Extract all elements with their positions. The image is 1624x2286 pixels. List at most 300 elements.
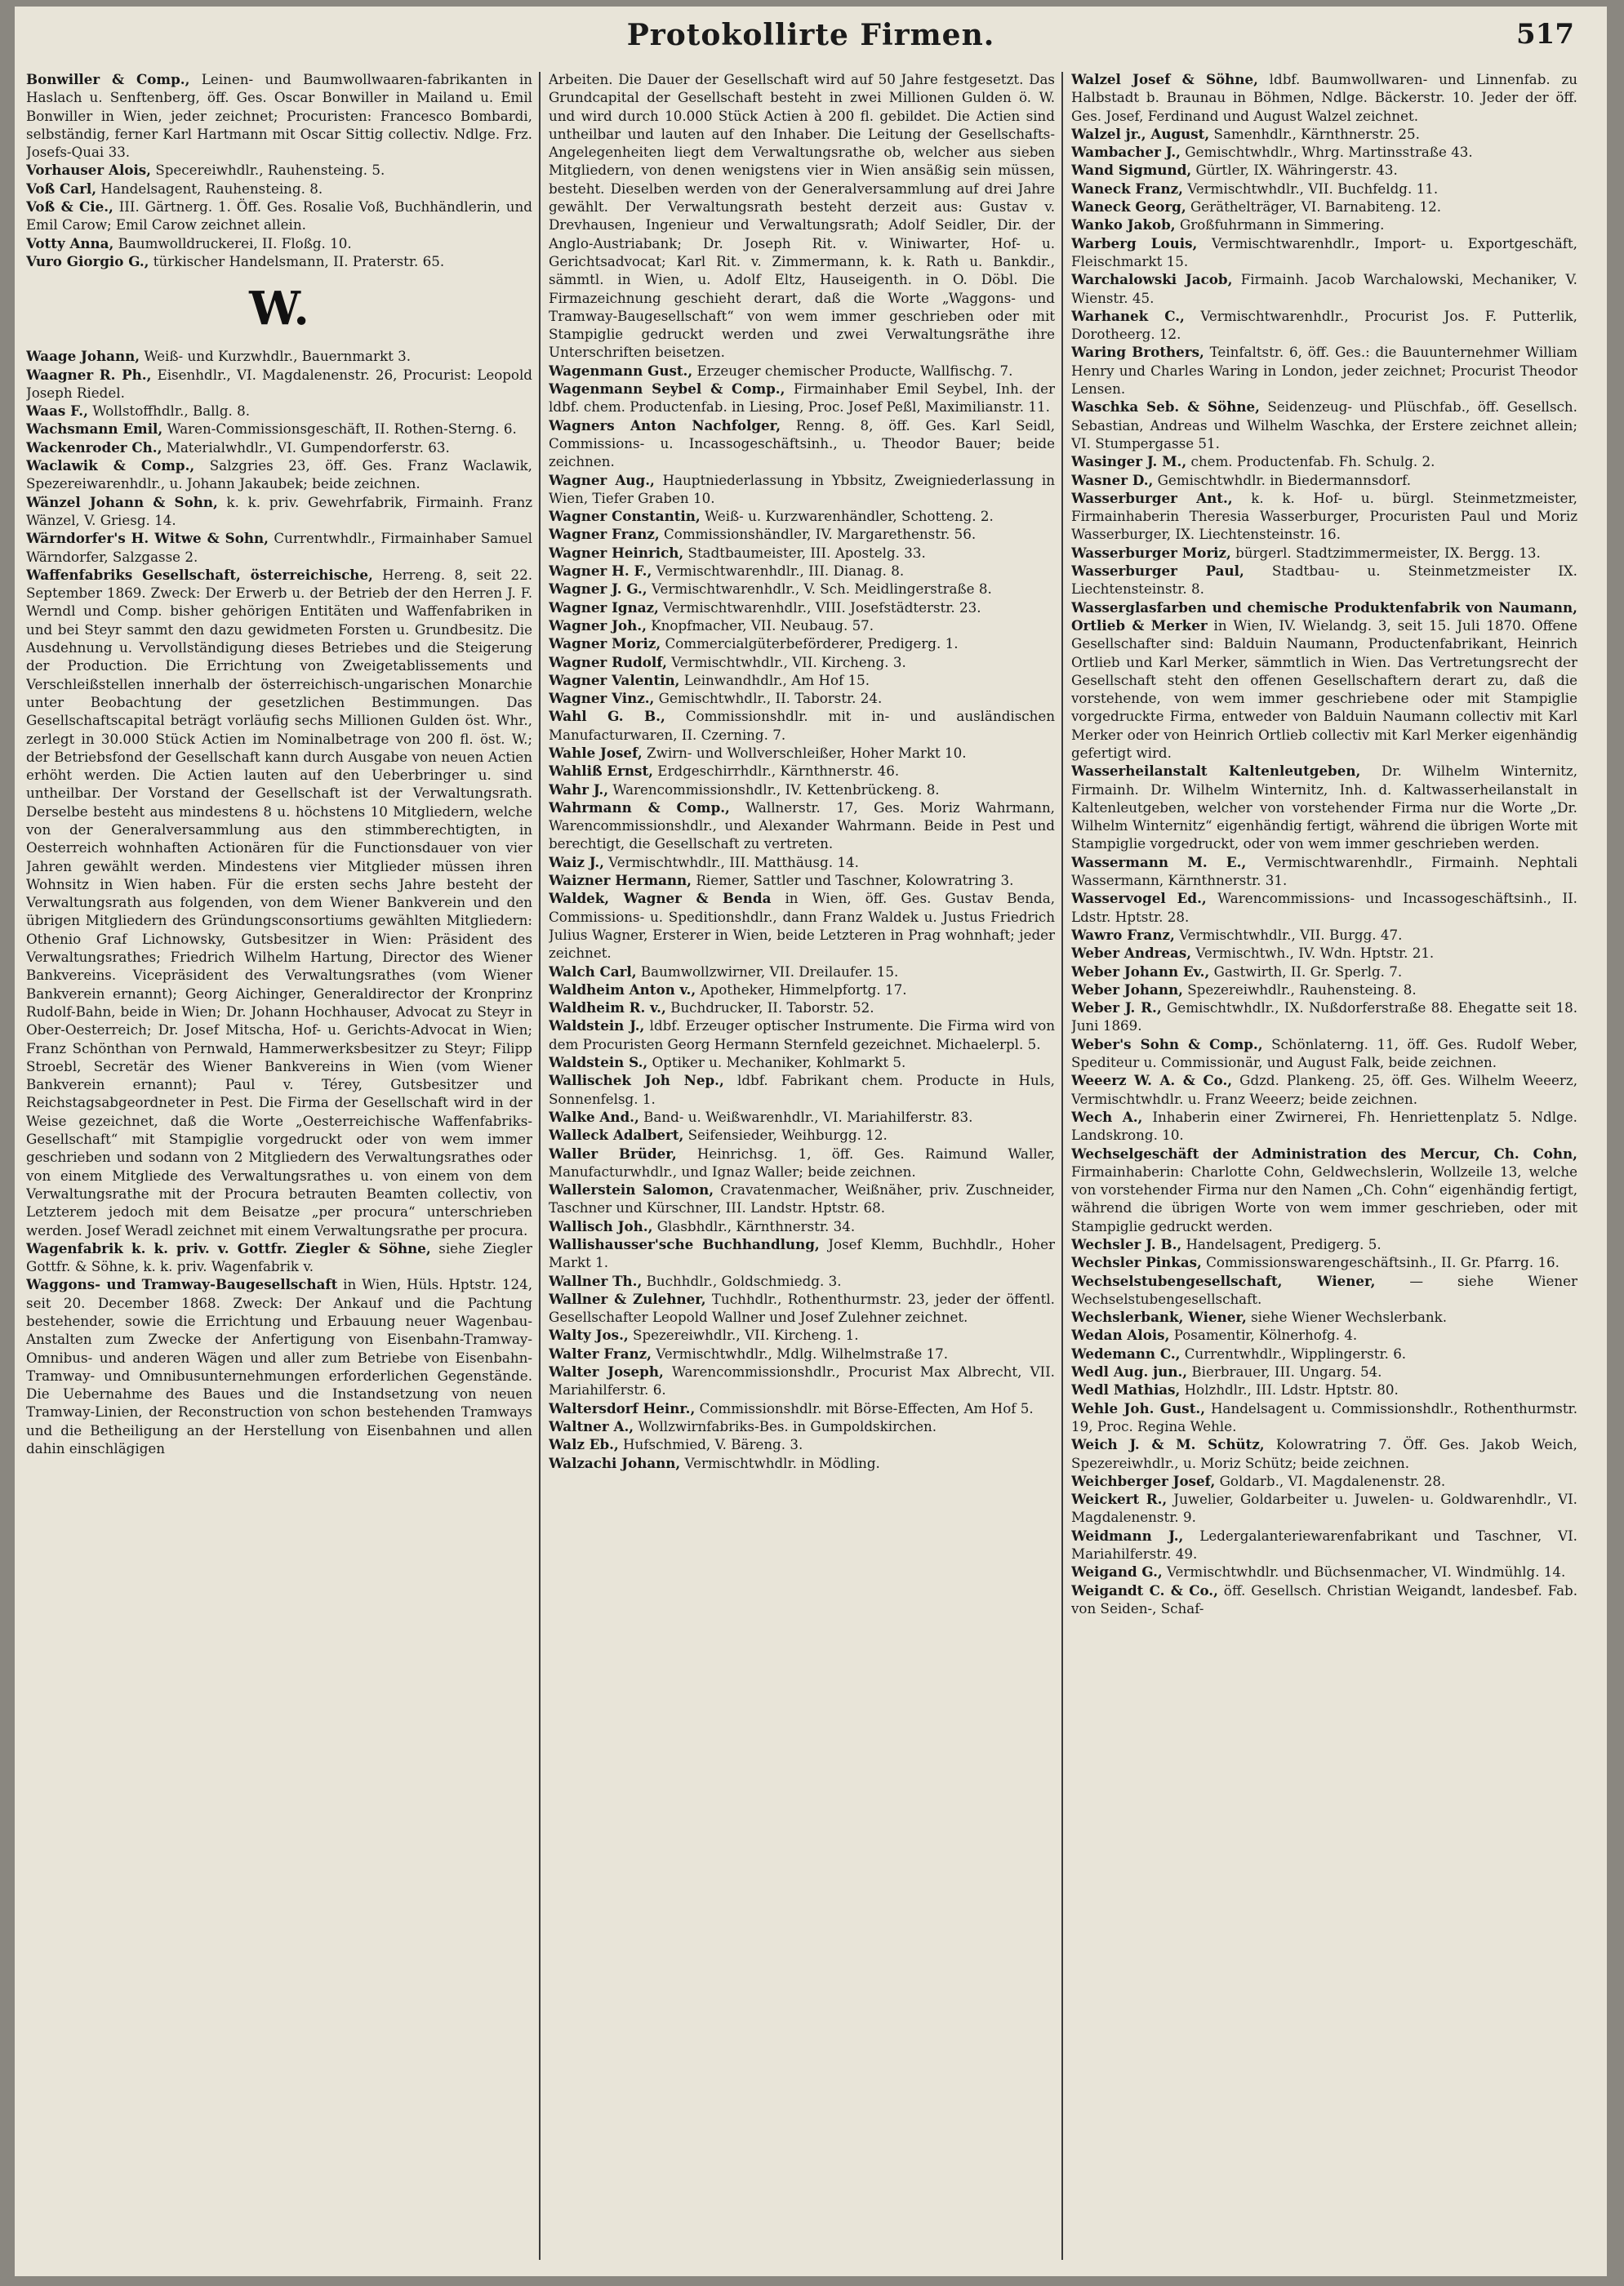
firm-name: Wagner Ignaz,: [549, 598, 659, 616]
firm-details: Buchhdlr., Goldschmiedg. 3.: [646, 1272, 842, 1289]
directory-entry: [549, 1326, 1055, 1344]
firm-details: Materialwhdlr., VI. Gumpendorferstr. 63.: [166, 438, 450, 456]
directory-entry: [1071, 998, 1577, 1035]
directory-entry: [1071, 926, 1577, 944]
firm-details: Weiß- u. Kurzwarenhändler, Schotteng. 2.: [705, 508, 994, 525]
firm-details: Leinen- und Baumwollwaaren-fabrikanten in Haslach u. Senftenberg, öff. Ges. Oscar Bonwiller in Mailand u. Emil Bonwiller in Wien, jeder zeichnet; Procuristen: Francesco Bombardi, selbständig, ferner Karl Hartmann mit Oscar Sittig collectiv. Ndlge. Frz. Josefs-Quai 33.: [26, 71, 532, 161]
firm-name: Walzachi Johann,: [549, 1454, 681, 1471]
directory-entry: [1071, 562, 1577, 598]
firm-name: Wasserglasfarben und chemische Produktenfabrik von Naumann, Ortlieb & Merker: [1071, 598, 1577, 634]
directory-entry: [549, 781, 1055, 798]
firm-details: Vermischtwarenhdlr., V. Sch. Meidlingerstraße 8.: [651, 580, 992, 598]
directory-entry: [1071, 762, 1577, 852]
directory-entry: [26, 1275, 532, 1457]
firm-name: Wagenmann Gust.,: [549, 362, 693, 379]
firm-name: Waage Johann,: [26, 348, 140, 365]
directory-entry: [26, 234, 532, 252]
directory-entry: [549, 525, 1055, 543]
firm-details: öff. Gesellsch. Christian Weigandt, landesbef. Fab. von Seiden-, Schaf-: [1071, 1581, 1577, 1617]
firm-details: Waren-Commissionsgeschäft, II. Rothen-Sterng. 6.: [167, 420, 517, 438]
page-title: Protokollirte Firmen.: [626, 18, 995, 52]
firm-name: Wahliß Ernst,: [549, 763, 653, 780]
column-left: [26, 70, 532, 2266]
firm-name: Votty Anna,: [26, 234, 114, 251]
firm-details: Commissionshändler, IV. Margarethenstr. 56.: [664, 526, 977, 543]
firm-details: Vermischtwarenhdlr., III. Dianag. 8.: [656, 563, 905, 580]
directory-entry: [1071, 471, 1577, 489]
firm-name: Wambacher J.,: [1071, 144, 1181, 161]
directory-entry: [1071, 1071, 1577, 1108]
firm-details: Warencommissionshdlr., Procurist Max Albrecht, VII. Mariahilferstr. 6.: [549, 1363, 1055, 1399]
firm-details: in Wien, Hüls. Hptstr. 124, seit 20. December 1868. Zweck: Der Ankauf und die Pachtung bestehender, sowie die Errichtung und Erbauung neuer Wagenbau-Anstalten zum Zwecke der Anfertigung von Eisenbahn-Tramway-Omnibus- und anderen Wägen und aller zum Betriebe von Eisenbahn-Tramway- und Omnibusunternehmungen erforderlichen Gegenstände. Die Uebernahme des Baues und die Instandsetzung von neuen Tramway-Linien, der Reconstruction von schon bestehenden Tramways und die Betheiligung an der Herstellung von Eisenbahnen und allen dahin einschlägigen: [26, 1276, 532, 1457]
firm-name: Wagner Vinz.,: [549, 690, 655, 707]
firm-name: Waring Brothers,: [1071, 344, 1204, 361]
firm-name: Waldek, Wagner & Benda: [549, 890, 772, 907]
firm-details: Commissionswarengeschäftsinh., II. Gr. Pfarrg. 16.: [1206, 1254, 1559, 1271]
firm-name: Waas F.,: [26, 402, 88, 420]
firm-details: Zwirn- und Wollverschleißer, Hoher Markt 10.: [646, 744, 967, 761]
firm-name: Warberg Louis,: [1071, 234, 1198, 251]
firm-name: Wallisch Joh.,: [549, 1217, 653, 1234]
firm-name: Wagenfabrik k. k. priv. v. Gottfr. Ziegler & Söhne,: [26, 1239, 431, 1256]
firm-details: Vermischtwhdlr., VII. Kircheng. 3.: [671, 653, 906, 670]
directory-entry: [549, 762, 1055, 780]
directory-entry: [549, 1363, 1055, 1399]
firm-details: Cravatenmacher, Weißnäher, priv. Zuschneider, Taschner und Kürschner, III. Landstr. Hptstr. 68.: [549, 1181, 1055, 1216]
page-number: 517: [1516, 18, 1574, 51]
directory-entry: [1071, 1308, 1577, 1326]
directory-entry: [1071, 270, 1577, 307]
firm-details: Ledergalanteriewarenfabrikant und Taschner, VI. Mariahilferstr. 49.: [1071, 1527, 1577, 1563]
firm-details: k. k. priv. Gewehrfabrik, Firmainh. Franz Wänzel, V. Griesg. 14.: [26, 493, 532, 528]
firm-name: Weber Johann,: [1071, 981, 1183, 998]
firm-name: Waagner R. Ph.,: [26, 366, 152, 383]
firm-name: Weigandt C. & Co.,: [1071, 1581, 1218, 1599]
directory-entry: [26, 438, 532, 456]
firm-details: — siehe Wiener Wechselstubengesellschaft.: [1071, 1272, 1577, 1307]
directory-entry: [1071, 70, 1577, 125]
firm-name: Wagner Aug.,: [549, 471, 655, 488]
directory-entry: [1071, 180, 1577, 198]
firm-name: Walz Eb.,: [549, 1436, 619, 1453]
directory-entry: [549, 598, 1055, 616]
firm-details: Erdgeschirrhdlr., Kärnthnerstr. 46.: [657, 763, 900, 780]
firm-name: Wallner Th.,: [549, 1272, 643, 1289]
firm-details: ldbf. Baumwollwaren- und Linnenfab. zu Halbstadt b. Braunau in Böhmen, Ndlge. Bäckerstr. 10. Jeder der öff. Ges. Josef, Ferdinand und August Walzel zeichnet.: [1071, 71, 1577, 124]
directory-entry: [549, 1181, 1055, 1217]
firm-details: Vermischtwhdlr., Mdlg. Wilhelmstraße 17.: [656, 1345, 949, 1362]
firm-details: Vermischtwhdlr. in Mödling.: [684, 1454, 880, 1471]
directory-entry: [1071, 1363, 1577, 1381]
directory-entry: [549, 1435, 1055, 1453]
firm-details: chem. Productenfab. Fh. Schulg. 2.: [1190, 453, 1435, 470]
firm-details: Gürtler, IX. Währingerstr. 43.: [1195, 162, 1398, 179]
firm-name: Weeerz W. A. & Co.,: [1071, 1072, 1233, 1089]
firm-name: Warchalowski Jacob,: [1071, 271, 1233, 288]
directory-entry: [1071, 1527, 1577, 1563]
firm-details: Tuchhdlr., Rothenthurmstr. 23, jeder der öffentl. Gesellschafter Leopold Wallner und Josef Zulehner zeichnet.: [549, 1290, 1055, 1326]
firm-details: Firmainh. Jacob Warchalowski, Mechaniker, V. Wienstr. 45.: [1071, 271, 1577, 306]
firm-name: Weber Johann Ev.,: [1071, 963, 1210, 980]
firm-name: Wachsmann Emil,: [26, 420, 163, 438]
firm-name: Warhanek C.,: [1071, 307, 1185, 324]
firm-details: Currentwhdlr., Wipplingerstr. 6.: [1184, 1345, 1407, 1362]
directory-entry: [1071, 1345, 1577, 1363]
directory-entry: [549, 544, 1055, 562]
directory-entry: [549, 1235, 1055, 1272]
directory-entry: [1071, 1490, 1577, 1527]
directory-entry: [26, 456, 532, 493]
directory-entry: [1071, 307, 1577, 344]
firm-details: Renng. 8, öff. Ges. Karl Seidl, Commissions- u. Incassogeschäftsinh., u. Theodor Bauer; beide zeichnen.: [549, 416, 1055, 470]
directory-entry: [549, 889, 1055, 962]
firm-details: Handelsagent u. Commissionshdlr., Rothenthurmstr. 19, Proc. Regina Wehle.: [1071, 1399, 1577, 1434]
firm-name: Wärndorfer's H. Witwe & Sohn,: [26, 530, 269, 547]
firm-details: Band- u. Weißwarenhdlr., VI. Mariahilferstr. 83.: [643, 1108, 973, 1125]
firm-name: Waggons- und Tramway-Baugesellschaft: [26, 1276, 338, 1293]
directory-entry: [549, 653, 1055, 671]
firm-details: Glasbhdlr., Kärnthnerstr. 34.: [656, 1217, 856, 1234]
firm-details: Gemischtwhdlr., II. Taborstr. 24.: [658, 690, 883, 707]
firm-name: Wagner Constantin,: [549, 508, 701, 525]
firm-details: Vermischtwhdlr. und Büchsenmacher, VI. Windmühlg. 14.: [1167, 1563, 1566, 1581]
firm-details: siehe Wiener Wechslerbank.: [1251, 1309, 1448, 1326]
column-right: [1071, 70, 1577, 2266]
firm-details: Knopfmacher, VII. Neubaug. 57.: [651, 616, 874, 634]
firm-details: Holzhdlr., III. Ldstr. Hptstr. 80.: [1184, 1381, 1399, 1399]
directory-entry: [549, 798, 1055, 853]
directory-entry: [1071, 981, 1577, 998]
firm-details: ldbf. Fabrikant chem. Producte in Huls, Sonnenfelsg. 1.: [549, 1072, 1055, 1107]
firm-details: Inhaberin einer Zwirnerei, Fh. Henriettenplatz 5. Ndlge. Landskrong. 10.: [1071, 1108, 1577, 1144]
firm-name: Weichberger Josef,: [1071, 1472, 1216, 1489]
directory-entry: [26, 402, 532, 420]
firm-name: Weber's Sohn & Comp.,: [1071, 1035, 1263, 1052]
firm-name: Wedl Aug. jun.,: [1071, 1363, 1188, 1381]
firm-details: Handelsagent, Predigerg. 5.: [1186, 1236, 1382, 1252]
firm-details: Wallnerstr. 17, Ges. Moriz Wahrmann, Warencommissionshdlr., und Alexander Wahrmann. Beide in Pest und berechtigt, die Gesellschaft zu vertreten.: [549, 798, 1055, 852]
firm-details: Handelsagent, Rauhensteing. 8.: [100, 180, 323, 197]
directory-entry: [1071, 1326, 1577, 1344]
firm-details: Leinwandhdlr., Am Hof 15.: [683, 671, 870, 688]
directory-entry: [549, 562, 1055, 580]
firm-name: Weich J. & M. Schütz,: [1071, 1436, 1265, 1453]
firm-name: Voß Carl,: [26, 180, 97, 197]
firm-name: Wagner Rudolf,: [549, 653, 667, 670]
directory-entry: [549, 998, 1055, 1016]
firm-details: Vermischtwarenhdlr., Import- u. Exportgeschäft, Fleischmarkt 15.: [1071, 234, 1577, 269]
directory-entry: [1071, 343, 1577, 398]
column-middle: [549, 70, 1055, 2266]
firm-details: Bierbrauer, III. Ungarg. 54.: [1191, 1363, 1382, 1381]
directory-entry: [1071, 452, 1577, 470]
page: [15, 7, 1607, 2276]
firm-name: Wedemann C.,: [1071, 1345, 1181, 1362]
directory-entry: [26, 347, 532, 365]
firm-name: Wahl G. B.,: [549, 708, 665, 725]
firm-name: Walke And.,: [549, 1108, 639, 1125]
firm-details: Optiker u. Mechaniker, Kohlmarkt 5.: [652, 1054, 906, 1071]
firm-name: Wasinger J. M.,: [1071, 453, 1187, 470]
directory-entry: [1071, 963, 1577, 981]
firm-details: Posamentir, Kölnerhofg. 4.: [1173, 1327, 1358, 1344]
firm-details: Dr. Wilhelm Winternitz, Firmainh. Dr. Wilhelm Winternitz, Inh. d. Kaltwasserheilanstalt in Kaltenleutgeben, welcher von vorstehender Firma nur die Worte „Dr. Wilhelm Winternitz“ eigenhändig fertigt, während die übrigen Worte mit Stampiglie vorgedruckt, oder von wem immer geschrieben werden.: [1071, 763, 1577, 852]
firm-name: Walter Franz,: [549, 1345, 652, 1362]
firm-details: Hufschmied, V. Bäreng. 3.: [623, 1436, 803, 1453]
directory-entry: [549, 707, 1055, 744]
directory-entry: [1071, 161, 1577, 179]
firm-details: türkischer Handelsmann, II. Praterstr. 65.: [153, 252, 445, 269]
firm-details: Gemischtwhdlr., IX. Nußdorferstraße 88. Ehegatte seit 18. Juni 1869.: [1071, 999, 1577, 1034]
firm-name: Vuro Giorgio G.,: [26, 252, 149, 269]
firm-name: Wagner Valentin,: [549, 671, 680, 688]
firm-name: Weigand G.,: [1071, 1563, 1163, 1581]
firm-name: Wagner J. G.,: [549, 580, 647, 598]
firm-details: Arbeiten. Die Dauer der Gesellschaft wird auf 50 Jahre festgesetzt. Das Grundcapital der Gesellschaft besteht in zwei Millionen Gulden ö. W. und wird durch 10.000 Stück Actien à 200 fl. gebildet. Die Actien sind untheilbar und lauten auf den Inhaber. Die Leitung der Gesellschafts-Angelegenheiten liegt dem Verwaltungsrathe ob, welcher aus sieben Mitgliedern, von denen wenigstens vier in Wien ansäßig sein müssen, besteht. Dieselben werden von der Generalversammlung auf drei Jahre gewählt. Der Verwaltungsrath besteht derzeit aus: Gustav v. Drevhausen, Ingenieur und Verwaltungsrath; Adolf Seidler, Dir. der Anglo-Austriabank; Dr. Joseph Rit. v. Winiwarter, Hof- u. Gerichtsadvocat; Karl Rit. v. Zimmermann, k. k. Rath u. Bankdir., sämmtl. in Wien, u. Adolf Eltz, Hauseigenth. in O. Döbl. Die Firmazeichnung geschieht derart, daß die Worte „Waggons- und Tramway-Baugesellschaft“ von wem immer geschrieben oder mit Stampiglie gedruckt werden und zwei Verwaltungsräthe ihre Unterschriften beisetzen.: [549, 71, 1055, 361]
firm-details: Teinfaltstr. 6, öff. Ges.: die Bauunternehmer William Henry und Charles Waring in London, jeder zeichnet; Procurist Theodor Lensen.: [1071, 344, 1577, 398]
firm-name: Wechsler Pinkas,: [1071, 1254, 1202, 1271]
directory-entry: [549, 1016, 1055, 1053]
directory-entry: [549, 471, 1055, 508]
firm-name: Waneck Georg,: [1071, 198, 1186, 216]
directory-entry: [1071, 944, 1577, 962]
directory-entry: [549, 1454, 1055, 1472]
firm-details: Kolowratring 7. Öff. Ges. Jakob Weich, Spezereiwhdlr., u. Moriz Schütz; beide zeichnen.: [1071, 1436, 1577, 1471]
directory-entry: [549, 1145, 1055, 1181]
directory-entry: [1071, 216, 1577, 233]
firm-name: Weber J. R.,: [1071, 999, 1162, 1016]
directory-entry: [549, 963, 1055, 981]
firm-details: Commissionshdlr. mit in- und ausländischen Manufacturwaren, II. Czerning. 7.: [549, 708, 1055, 743]
firm-details: Stadtbau- u. Steinmetzmeister IX. Liechtensteinstr. 8.: [1071, 563, 1577, 598]
directory-entry: [1071, 1399, 1577, 1436]
directory-entry: [549, 671, 1055, 689]
firm-name: Waldheim R. v.,: [549, 999, 666, 1016]
firm-name: Voß & Cie.,: [26, 198, 113, 216]
firm-details: Josef Klemm, Buchhdlr., Hoher Markt 1.: [549, 1236, 1055, 1271]
directory-entry: [26, 161, 532, 179]
directory-entry: [1071, 143, 1577, 161]
firm-name: Waltersdorf Heinr.,: [549, 1399, 696, 1417]
firm-details: Juwelier, Goldarbeiter u. Juwelen- u. Goldwarenhdlr., VI. Magdalenenstr. 9.: [1071, 1491, 1577, 1526]
firm-details: Samenhdlr., Kärnthnerstr. 25.: [1213, 125, 1420, 142]
directory-entry: [549, 1290, 1055, 1327]
directory-entry: [549, 1071, 1055, 1108]
firm-details: Herreng. 8, seit 22. September 1869. Zweck: Der Erwerb u. der Betrieb der den Herren J. F. Werndl und Comp. bisher gehörigen Entitäten und Waffenfabriken in und bei Steyr sammt den dazu gewidmeten Forsten u. Grundbesitz. Die Ausdehnung u. Vervollständigung dieses Betriebes und die Steigerung der Production. Die Errichtung von Zweigetablissements und Verschleißstellen innerhalb der österreichisch-ungarischen Monarchie unter Beobachtung der gesetzlichen Bestimmungen. Das Gesellschaftscapital beträgt vorläufig sechs Millionen Gulden öst. Whr., zerlegt in 30.000 Stück Actien im Nominalbetrage von 200 fl. öst. W.; der Betriebsfond der Gesellschaft kann durch Ausgabe von neuen Actien erhöht werden. Die Actien lauten auf den Ueberbringer u. sind untheilbar. Der Vorstand der Gesellschaft ist der Verwaltungsrath. Derselbe besteht aus mindestens 8 u. höchstens 10 Mitgliedern, welche von der Generalversammlung aus den stimmberechtigten, in Oesterreich wohnhaften Actionären für die Functionsdauer von vier Jahren gewählt werden. Mindestens vier Mitglieder müssen ihren Wohnsitz in Wien haben. Für die ersten sechs Jahre besteht der Verwaltungsrath aus folgenden, von dem Wiener Bankverein und den übrigen Mitgliedern des Gründungsconsortiums gewählten Mitgliedern: Othenio Graf Lichnowsky, Gutsbesitzer in Wien: Präsident des Verwaltungsrathes; Friedrich Wilhelm Hartung, Director des Wiener Bankvereins. Vicepräsident des Verwaltungsrathes (vom Wiener Bankverein ernannt); Georg Aichinger, Generaldirector der Kronprinz Rudolf-Bahn, beide in Wien; Dr. Johann Hochhauser, Advocat zu Steyr in Ober-Oesterreich; Dr. Josef Mitscha, Hof- u. Gerichts-Advocat in Wien; Franz Schönthan von Pernwald, Hammerwerksbesitzer zu Steyr; Filipp Stroebl, Secretär des Wiener Bankvereins in Wien (vom Wiener Bankverein ernannt); Paul v. Térey, Gutsbesitzer und Reichstagsabgeordneter in Pest. Die Firma der Gesellschaft wird in der Weise gezeichnet, daß die Worte „Oesterreichische Waffenfabriks-Gesellschaft“ mit Stampiglie vorgedruckt oder von wem immer geschrieben und sodann von 2 Mitgliedern des Verwaltungsrathes oder von einem Mitgliede des Verwaltungsrathes u. von einem von dem Verwaltungsrathe mit der Procura betrauten Beamten collectiv, von Letzterem jedoch mit dem Beisatze „per procura“ unterschrieben werden. Josef Weradl zeichnet mit einem Verwaltungsrathe per procura.: [26, 566, 532, 1239]
firm-name: Waizner Hermann,: [549, 872, 692, 889]
firm-name: Waiz J.,: [549, 853, 604, 870]
firm-name: Wallner & Zulehner,: [549, 1290, 706, 1307]
directory-entry: [549, 853, 1055, 871]
directory-entry: [549, 362, 1055, 380]
firm-details: Wollstoffhdlr., Ballg. 8.: [92, 402, 251, 420]
firm-details: Commercialgüterbeförderer, Predigerg. 1.: [665, 635, 959, 652]
directory-entry: [549, 744, 1055, 762]
firm-details: Commissionshdlr. mit Börse-Effecten, Am Hof 5.: [699, 1399, 1034, 1417]
directory-entry: [1071, 1581, 1577, 1618]
directory-entry: [26, 529, 532, 566]
firm-name: Wänzel Johann & Sohn,: [26, 493, 218, 510]
directory-entry: [549, 70, 1055, 362]
directory-entry: [1071, 1035, 1577, 1072]
firm-name: Wagner Moriz,: [549, 635, 661, 652]
firm-details: Heinrichsg. 1, öff. Ges. Raimund Waller, Manufacturwhdlr., und Ignaz Waller; beide zeichnen.: [549, 1145, 1055, 1180]
directory-entry: [1071, 1435, 1577, 1472]
directory-entry: [1071, 125, 1577, 143]
firm-name: Wechsler J. B.,: [1071, 1236, 1182, 1252]
firm-details: Geräthelträger, VI. Barnabiteng. 12.: [1190, 198, 1442, 216]
directory-entry: [1071, 1563, 1577, 1581]
directory-entry: [1071, 1253, 1577, 1271]
firm-name: Wawro Franz,: [1071, 926, 1175, 943]
firm-name: Waffenfabriks Gesellschaft, österreichische,: [26, 566, 373, 583]
firm-name: Wedl Mathias,: [1071, 1381, 1181, 1399]
firm-details: Specereiwhdlr., Rauhensteing. 5.: [155, 162, 385, 179]
firm-details: Vermischtwarenhdlr., Firmainh. Nephtali Wassermann, Kärnthnerstr. 31.: [1071, 853, 1577, 889]
firm-details: Schönlaterng. 11, öff. Ges. Rudolf Weber, Spediteur u. Commissionär, und August Falk, beide zeichnen.: [1071, 1035, 1577, 1071]
firm-details: Gemischtwhdlr. in Biedermannsdorf.: [1157, 471, 1412, 488]
firm-name: Wallishausser'sche Buchhandlung,: [549, 1236, 820, 1252]
firm-details: Vermischtwarenhdlr., Procurist Jos. F. Putterlik, Dorotheerg. 12.: [1071, 307, 1577, 343]
directory-entry: [549, 1126, 1055, 1144]
directory-entry: [26, 420, 532, 438]
firm-details: Spezereiwhdlr., Rauhensteing. 8.: [1187, 981, 1417, 998]
firm-name: Wahrmann & Comp.,: [549, 798, 730, 816]
firm-name: Wasner D.,: [1071, 471, 1154, 488]
firm-name: Wasserburger Ant.,: [1071, 489, 1233, 506]
firm-details: ldbf. Erzeuger optischer Instrumente. Die Firma wird von dem Procuristen Georg Hermann Sternfeld gezeichnet. Michaelerpl. 5.: [549, 1017, 1055, 1052]
firm-name: Walzel jr., August,: [1071, 125, 1210, 142]
firm-name: Walty Jos.,: [549, 1327, 629, 1344]
directory-entry: [1071, 1272, 1577, 1309]
firm-name: Wasserheilanstalt Kaltenleutgeben,: [1071, 763, 1361, 780]
firm-details: bürgerl. Stadtzimmermeister, IX. Bergg. 13.: [1235, 544, 1541, 561]
firm-name: Waldstein J.,: [549, 1017, 645, 1034]
firm-name: Wallischek Joh Nep.,: [549, 1072, 724, 1089]
firm-name: Vorhauser Alois,: [26, 162, 151, 179]
firm-name: Wanko Jakob,: [1071, 216, 1176, 233]
firm-details: Vermischtwh., IV. Wdn. Hptstr. 21.: [1195, 945, 1435, 962]
firm-details: Erzeuger chemischer Producte, Wallfischg. 7.: [696, 362, 1013, 379]
firm-name: Wagner Heinrich,: [549, 544, 684, 561]
directory-entry: [549, 580, 1055, 598]
directory-entry: [1071, 1235, 1577, 1253]
directory-entry: [1071, 1145, 1577, 1235]
firm-name: Waldstein S.,: [549, 1054, 648, 1071]
firm-details: Baumwolldruckerei, II. Floßg. 10.: [118, 234, 352, 251]
firm-name: Walleck Adalbert,: [549, 1127, 684, 1144]
firm-details: Apotheker, Himmelpfortg. 17.: [700, 981, 907, 998]
firm-name: Weickert R.,: [1071, 1491, 1168, 1508]
firm-name: Waclawik & Comp.,: [26, 457, 195, 474]
directory-entry: [549, 871, 1055, 889]
firm-details: Vermischtwhdlr., III. Matthäusg. 14.: [608, 853, 859, 870]
firm-details: Warencommissions- und Incassogeschäftsinh., II. Ldstr. Hptstr. 28.: [1071, 890, 1577, 925]
firm-name: Waltner A.,: [549, 1417, 634, 1434]
directory-entry: [1071, 398, 1577, 452]
firm-details: Goldarb., VI. Magdalenenstr. 28.: [1219, 1472, 1446, 1489]
firm-details: Warencommissionshdlr., IV. Kettenbrückeng. 8.: [612, 781, 940, 798]
firm-details: Gdzd. Plankeng. 25, öff. Ges. Wilhelm Weeerz, Vermischtwhdlr. u. Franz Weeerz; beide zeichnen.: [1071, 1072, 1577, 1107]
directory-entry: [26, 70, 532, 161]
directory-entry: [549, 616, 1055, 634]
firm-details: Stadtbaumeister, III. Apostelg. 33.: [687, 544, 926, 561]
directory-entry: [1071, 198, 1577, 216]
firm-details: Baumwollzwirner, VII. Dreilaufer. 15.: [640, 963, 899, 980]
firm-name: Waldheim Anton v.,: [549, 981, 696, 998]
firm-name: Wallerstein Salomon,: [549, 1181, 714, 1199]
directory-entry: [549, 634, 1055, 652]
directory-entry: [26, 180, 532, 198]
directory-entry: [26, 198, 532, 234]
directory-entry: [1071, 1108, 1577, 1145]
firm-details: Salzgries 23, öff. Ges. Franz Waclawik, Spezereiwarenhdlr., u. Johann Jakaubek; beide zeichnen.: [26, 457, 532, 492]
firm-details: k. k. Hof- u. bürgl. Steinmetzmeister, Firmainhaberin Theresia Wasserburger, Procuristen Paul und Moriz Wasserburger, IX. Liechtensteinstr. 16.: [1071, 489, 1577, 543]
firm-name: Walter Joseph,: [549, 1363, 664, 1381]
firm-details: Vermischtwhdlr., VII. Burgg. 47.: [1179, 926, 1403, 943]
directory-entry: [26, 252, 532, 270]
firm-name: Walzel Josef & Söhne,: [1071, 71, 1258, 87]
firm-details: Spezereiwhdlr., VII. Kircheng. 1.: [633, 1327, 859, 1344]
directory-entry: [1071, 234, 1577, 271]
directory-entry: [549, 380, 1055, 416]
firm-name: Wechselstubengesellschaft, Wiener,: [1071, 1272, 1376, 1289]
column-divider: [1061, 72, 1063, 2260]
firm-details: Gemischtwhdlr., Whrg. Martinsstraße 43.: [1185, 144, 1473, 161]
directory-entry: [26, 1239, 532, 1276]
firm-details: Firmainhaber Emil Seybel, Inh. der ldbf. chem. Productenfab. in Liesing, Proc. Josef Peßl, Maximilianstr. 11.: [549, 380, 1055, 416]
firm-name: Wechselgeschäft der Administration des Mercur, Ch. Cohn,: [1071, 1145, 1577, 1162]
firm-details: in Wien, öff. Ges. Gustav Benda, Commissions- u. Speditionshdlr., dann Franz Waldek u. Justus Friedrich Julius Wagner, Ersterer in Wien, beide Letzteren in Prag wohnhaft; jeder zeichnet.: [549, 890, 1055, 962]
firm-name: Wassermann M. E.,: [1071, 853, 1247, 870]
firm-name: Weber Andreas,: [1071, 945, 1192, 962]
directory-entry: [1071, 853, 1577, 890]
firm-name: Wand Sigmund,: [1071, 162, 1192, 179]
firm-details: Vermischtwhdlr., VII. Buchfeldg. 11.: [1187, 180, 1439, 197]
firm-name: Wagner Franz,: [549, 526, 660, 543]
firm-details: Vermischtwarenhdlr., VIII. Josefstädterstr. 23.: [663, 598, 981, 616]
firm-details: siehe Ziegler Gottfr. & Söhne, k. k. priv. Wagenfabrik v.: [26, 1239, 532, 1275]
firm-name: Wasserburger Paul,: [1071, 563, 1244, 580]
firm-details: Seidenzeug- und Plüschfab., öff. Gesellsch. Sebastian, Andreas und Wilhelm Waschka, der Erstere zeichnet allein; VI. Stumpergasse 51.: [1071, 398, 1577, 451]
directory-entry: [549, 689, 1055, 707]
directory-entry: [549, 1345, 1055, 1363]
firm-details: Weiß- und Kurzwhdlr., Bauernmarkt 3.: [144, 348, 412, 365]
directory-entry: [26, 366, 532, 402]
firm-details: Buchdrucker, II. Taborstr. 52.: [670, 999, 874, 1016]
firm-name: Wehle Joh. Gust.,: [1071, 1399, 1206, 1417]
firm-name: Wagner Joh.,: [549, 616, 647, 634]
directory-entry: [1071, 489, 1577, 544]
firm-details: Seifensieder, Weihburgg. 12.: [687, 1127, 888, 1144]
directory-entry: [549, 1108, 1055, 1126]
directory-entry: [549, 507, 1055, 525]
section-letter: W.: [249, 282, 309, 336]
firm-name: Bonwiller & Comp.,: [26, 71, 190, 87]
firm-name: Wahr J.,: [549, 781, 609, 798]
firm-name: Wechslerbank, Wiener,: [1071, 1309, 1247, 1326]
firm-name: Wagner H. F.,: [549, 563, 652, 580]
firm-details: Eisenhdlr., VI. Magdalenenstr. 26, Procurist: Leopold Joseph Riedel.: [26, 366, 532, 401]
firm-details: Firmainhaberin: Charlotte Cohn, Geldwechslerin, Wollzeile 13, welche von vorstehender Firma nur den Namen „Ch. Cohn“ eigenhändig fertigt, während die übrigen Worte von wem immer geschrieben, oder mit Stampiglie gedruckt werden.: [1071, 1163, 1577, 1234]
firm-name: Wahle Josef,: [549, 744, 643, 761]
directory-entry: [1071, 1472, 1577, 1490]
directory-entry: [549, 981, 1055, 998]
firm-name: Waller Brüder,: [549, 1145, 677, 1162]
column-divider: [539, 72, 541, 2260]
firm-name: Wasserburger Moriz,: [1071, 544, 1231, 561]
firm-details: Hauptniederlassung in Ybbsitz, Zweigniederlassung in Wien, Tiefer Graben 10.: [549, 471, 1055, 506]
